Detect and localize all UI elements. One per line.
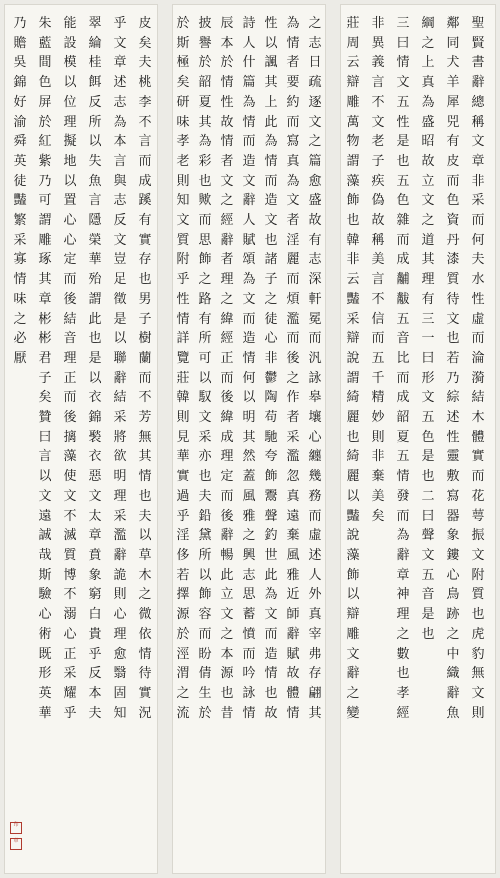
text-column: 辰本於情性故情者文之經辭者理之緯經正而後緯成理定而後辭暢此立文之本源也昔: [220, 16, 234, 721]
text-column: 為情者要約而寫真為文者淫麗而煩濫而後之作者采濫忽真遠棄風雅近師辭賦故體情: [286, 16, 300, 721]
text-column: 莊周云辯雕萬物謂藻飾也韓非云豔采辯說謂綺麗也綺麗以豔說藻飾以辯雕文辭之變: [346, 16, 360, 721]
text-column: 之志日疏逐文之篇愈盛故有志深軒冕而汎詠皋壤心纏幾務而虛述人外真宰弗存翩其: [308, 16, 322, 721]
scroll-panel-left: [4, 4, 158, 874]
text-column: 性以諷其上此為情而造文也諸子之徒心非鬱陶苟馳夸飾鬻聲釣世此為文而造情也故: [264, 16, 278, 721]
text-column: 能設模以位理擬地以置心心定而後結音理正而後摛藻使文不滅質博不溺心正采耀乎: [63, 16, 77, 721]
text-column: 詩人什篇為情而造文辭人賦頌為文而造情何以明其然蓋風雅之興志思蓄憤而吟詠情: [242, 16, 256, 721]
text-column: 三曰情文五性是也五色雜而成黼黻五音比而成韶夏五情發而為辭章神理之數也孝經: [396, 16, 410, 721]
text-column: 乃贍吳錦好渝舜英徒豔繁采寡情味之必厭: [13, 16, 27, 366]
text-column: 皮矣夫桃李不言而成蹊有實存也男子樹蘭而不芳無其情也夫以草木之微依情待實況: [138, 16, 152, 721]
text-column: 聖賢書辭總稱文章非采而何夫水性虛而淪漪結木體實而花萼振文附質也虎豹無文則: [471, 16, 485, 721]
text-column: 非異義言不文老子疾偽故稱美言不信而五千精妙則非棄美矣: [371, 16, 385, 524]
artist-seal: 印: [10, 822, 22, 834]
text-column: 鄰同犬羊犀兕有皮而色資丹漆質待文也若乃綜述性靈敷寫器象鏤心鳥跡之中織辭魚: [446, 16, 460, 721]
scroll-panel-right: [340, 4, 496, 874]
text-column: 翠綸桂餌反所以失魚言隱榮華殆謂此也是以衣錦褧衣惡文太章賁象窮白貴乎反本夫: [88, 16, 102, 721]
text-column: 朱藍間色屏於紅紫乃可謂雕琢其章彬彬君子矣贊曰言以文遠誠哉斯驗心術既形英華: [38, 16, 52, 721]
text-column: 綱之上真為盛昭故立文之道其理有三一曰形文五色是也二曰聲文五音是也: [421, 16, 435, 642]
text-column: 披譽於韶夏其為彩也歟而思飾之路有所可以馭文采亦也夫鉛黛所以飾容而盼倩生於: [198, 16, 212, 721]
scroll-panel-middle: [172, 4, 326, 874]
text-column: 於斯極矣研味孝老則知文質附乎性情詳覽莊韓則見華實過乎淫侈若擇源於涇渭之流: [176, 16, 190, 721]
artist-seal: 章: [10, 838, 22, 850]
text-column: 乎文章述志為本言與志反文豈足徵是以聯辭結采將欲明理采濫辭詭則心理愈翳固知: [113, 16, 127, 721]
